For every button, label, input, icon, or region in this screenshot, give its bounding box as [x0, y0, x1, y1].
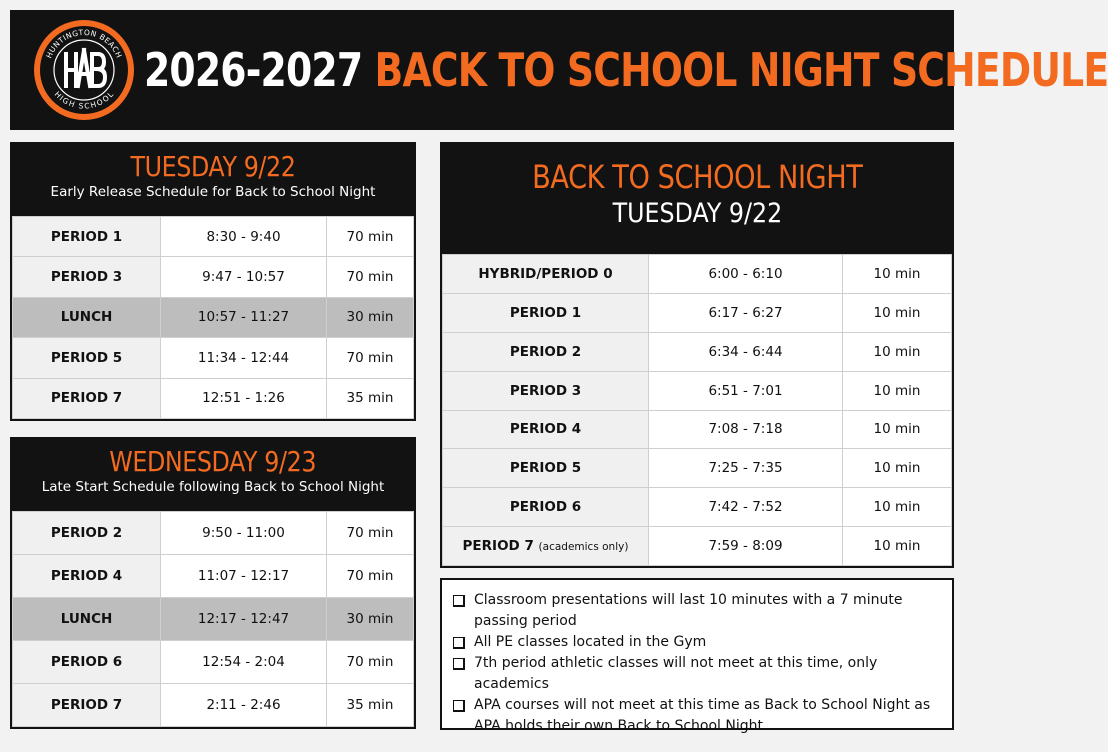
- wednesday-schedule-panel: [10, 437, 416, 729]
- period-cell: [443, 449, 649, 488]
- period-label: PERIOD 7: [462, 538, 534, 555]
- tuesday-subtitle: Early Release Schedule for Back to School Night: [50, 184, 376, 200]
- duration-cell: 10 min: [843, 255, 952, 294]
- note-item: [452, 695, 942, 737]
- duration-cell: 10 min: [843, 449, 952, 488]
- notes-list: [452, 590, 942, 737]
- tuesday-table: [12, 216, 414, 419]
- time-cell: 10:57 - 11:27: [161, 297, 327, 337]
- period-cell: PERIOD 7: [13, 684, 161, 727]
- period-label: PERIOD 4: [509, 421, 582, 438]
- note-text: Classroom presentations will last 10 minutes with a 7 minute passing period: [474, 592, 903, 629]
- period-label: PERIOD 2: [509, 343, 582, 360]
- time-cell: 11:34 - 12:44: [161, 338, 327, 378]
- time-cell: 9:47 - 10:57: [161, 257, 327, 297]
- period-cell: [443, 371, 649, 410]
- bts-night-subtitle: TUESDAY 9/22: [612, 198, 782, 229]
- duration-cell: 70 min: [327, 641, 414, 684]
- period-cell: [443, 527, 649, 566]
- table-row: [443, 332, 952, 371]
- time-cell: 12:54 - 2:04: [161, 641, 327, 684]
- school-logo: [32, 18, 136, 122]
- bts-night-title: BACK TO SCHOOL NIGHT: [531, 158, 863, 196]
- duration-cell: 10 min: [843, 488, 952, 527]
- duration-cell: 70 min: [327, 217, 414, 257]
- tuesday-header: [12, 144, 414, 216]
- title-main: BACK TO SCHOOL NIGHT SCHEDULE: [374, 43, 1108, 97]
- table-row: [443, 410, 952, 449]
- tuesday-schedule-panel: [10, 142, 416, 421]
- table-row: [443, 255, 952, 294]
- time-cell: 7:42 - 7:52: [649, 488, 843, 527]
- checkbox-bullet-icon: [452, 636, 468, 648]
- period-cell: PERIOD 3: [13, 257, 161, 297]
- logo-bottom-text: HIGH SCHOOL: [52, 89, 116, 111]
- time-cell: 2:11 - 2:46: [161, 684, 327, 727]
- period-cell: PERIOD 1: [13, 217, 161, 257]
- page-header: [10, 10, 1108, 130]
- note-item: [452, 653, 942, 695]
- time-cell: 6:51 - 7:01: [649, 371, 843, 410]
- wednesday-subtitle: Late Start Schedule following Back to School Night: [41, 479, 385, 495]
- period-cell: [443, 255, 649, 294]
- duration-cell: 70 min: [327, 257, 414, 297]
- time-cell: 7:25 - 7:35: [649, 449, 843, 488]
- table-row: [13, 598, 414, 641]
- table-row: [13, 512, 414, 555]
- time-cell: 6:17 - 6:27: [649, 293, 843, 332]
- period-cell: [443, 332, 649, 371]
- period-label: PERIOD 3: [509, 382, 582, 399]
- period-cell: PERIOD 7: [13, 378, 161, 418]
- duration-cell: 30 min: [327, 297, 414, 337]
- period-cell: PERIOD 4: [13, 555, 161, 598]
- table-row: [13, 555, 414, 598]
- checkbox-bullet-icon: [452, 699, 468, 711]
- note-text: 7th period athletic classes will not meet at this time, only academics: [474, 655, 878, 692]
- table-row: [13, 641, 414, 684]
- period-label: HYBRID/PERIOD 0: [478, 265, 613, 282]
- period-cell: PERIOD 2: [13, 512, 161, 555]
- period-cell: [443, 488, 649, 527]
- table-row: [13, 217, 414, 257]
- duration-cell: 10 min: [843, 527, 952, 566]
- table-row: [13, 684, 414, 727]
- period-cell: PERIOD 5: [13, 338, 161, 378]
- wednesday-title: WEDNESDAY 9/23: [109, 445, 317, 478]
- bts-night-panel: [440, 142, 954, 568]
- bts-night-table: [442, 254, 952, 566]
- note-text: All PE classes located in the Gym: [474, 634, 707, 650]
- period-label: PERIOD 6: [509, 499, 582, 516]
- page-title: [144, 34, 1108, 106]
- checkbox-bullet-icon: [452, 594, 468, 606]
- time-cell: 7:08 - 7:18: [649, 410, 843, 449]
- period-cell: LUNCH: [13, 598, 161, 641]
- table-row: [13, 297, 414, 337]
- duration-cell: 10 min: [843, 371, 952, 410]
- duration-cell: 70 min: [327, 338, 414, 378]
- duration-cell: 70 min: [327, 555, 414, 598]
- table-row: [13, 338, 414, 378]
- table-row: [443, 293, 952, 332]
- table-row: [443, 527, 952, 566]
- checkbox-bullet-icon: [452, 657, 468, 669]
- title-year: 2026-2027: [144, 43, 363, 97]
- period-label: PERIOD 1: [509, 304, 582, 321]
- table-row: [13, 257, 414, 297]
- table-row: [443, 371, 952, 410]
- time-cell: 6:34 - 6:44: [649, 332, 843, 371]
- wednesday-table: [12, 511, 414, 727]
- period-label: PERIOD 5: [509, 460, 582, 477]
- time-cell: 11:07 - 12:17: [161, 555, 327, 598]
- duration-cell: 10 min: [843, 293, 952, 332]
- time-cell: 12:51 - 1:26: [161, 378, 327, 418]
- time-cell: 12:17 - 12:47: [161, 598, 327, 641]
- time-cell: 8:30 - 9:40: [161, 217, 327, 257]
- notes-panel: [440, 578, 954, 734]
- period-cell: [443, 293, 649, 332]
- period-cell: PERIOD 6: [13, 641, 161, 684]
- table-row: [443, 449, 952, 488]
- time-cell: 9:50 - 11:00: [161, 512, 327, 555]
- time-cell: 7:59 - 8:09: [649, 527, 843, 566]
- period-note: (academics only): [538, 541, 629, 554]
- bts-night-header: [442, 144, 952, 254]
- time-cell: 6:00 - 6:10: [649, 255, 843, 294]
- duration-cell: 70 min: [327, 512, 414, 555]
- duration-cell: 10 min: [843, 410, 952, 449]
- duration-cell: 30 min: [327, 598, 414, 641]
- period-cell: LUNCH: [13, 297, 161, 337]
- duration-cell: 35 min: [327, 684, 414, 727]
- table-row: [13, 378, 414, 418]
- duration-cell: 10 min: [843, 332, 952, 371]
- note-item: [452, 590, 942, 632]
- duration-cell: 35 min: [327, 378, 414, 418]
- logo-top-text: HUNTINGTON BEACH: [44, 27, 124, 60]
- table-row: [443, 488, 952, 527]
- tuesday-title: TUESDAY 9/22: [130, 150, 296, 183]
- period-cell: [443, 410, 649, 449]
- note-text: APA courses will not meet at this time as Back to School Night as APA holds their own Back to School Night: [474, 697, 931, 734]
- wednesday-header: [12, 439, 414, 511]
- note-item: [452, 632, 942, 653]
